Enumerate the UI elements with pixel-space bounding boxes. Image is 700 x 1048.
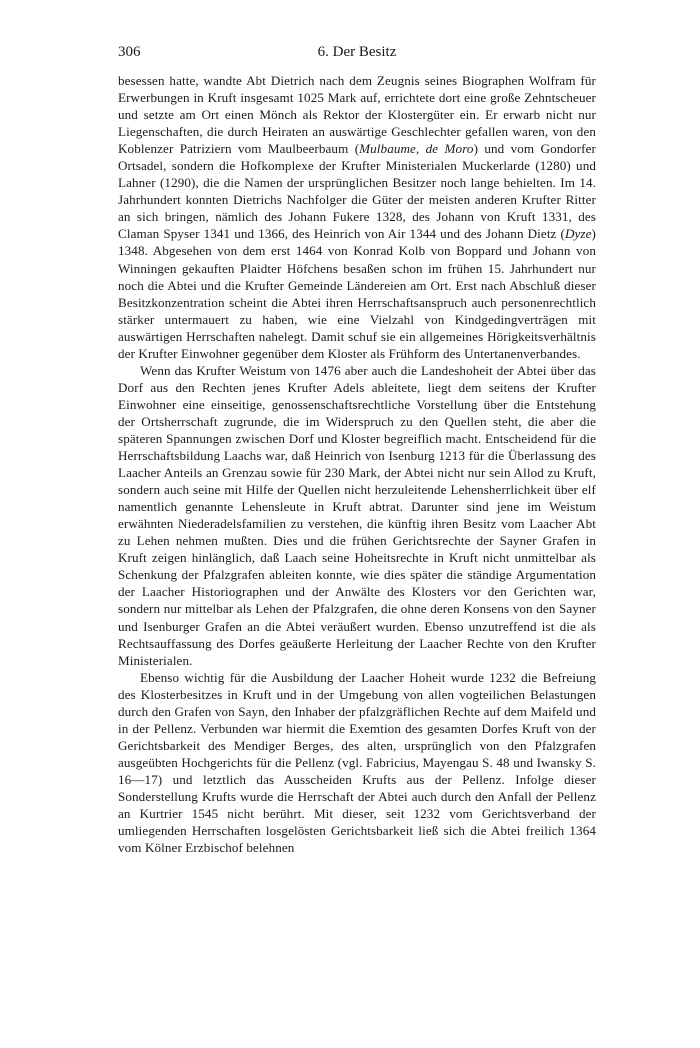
text-segment: besessen hatte, wandte Abt Dietrich nach dem Zeugnis seines Biographen Wolfram für Erwerbungen in Kruft insgesamt 1025 Mark auf, errichtete dort eine große Zehntscheuer und setzte am Ort einen Mönch als Rektor der Klostergüter ein. Er erwarb nicht nur Liegenschaften, die durch Heiraten an auswärtige Geschlechter gefallen waren, von den Koblenzer Patriziern vom Maulbeerbaum ( (118, 73, 596, 157)
text-segment: ) und vom Gondorfer Ortsadel, sondern die Hofkomplexe der Krufter Ministerialen Muckerlarde (1280) und Lahner (1290), die die Namen der ursprünglichen Besitzer noch lange behielten. Im 14. Jahrhundert konnten Dietrichs Nachfolger die Güter der meisten anderen Krufter Ritter an sich bringen, nämlich des Johann Fukere 1328, des Johann von Kruft 1331, des Claman Spyser 1341 und 1366, des Heinrich von Air 1344 und des Johann Dietz ( (118, 141, 596, 242)
text-segment: Ebenso wichtig für die Ausbildung der Laacher Hoheit wurde 1232 die Befreiung des Klosterbesitzes in Kruft und in der Umgebung von allen vogteilichen Belastungen durch den Grafen von Sayn, den Inhaber der pfalzgräflichen Rechte auf dem Maifeld und in der Pellenz. Verbunden war hiermit die Exemtion des gesamten Dorfes Kruft von der Gerichtsbarkeit des Mendiger Berges, des alten, ursprünglich von den Pfalzgrafen ausgeübten Hochgerichts für die Pellenz (vgl. Fabricius, Mayengau S. 48 und Iwansky S. 16—17) und letztlich das Ausscheiden Krufts aus der Pellenz. Infolge dieser Sonderstellung Krufts wurde die Herrschaft der Abtei auch durch den Anfall der Pellenz an Kurtrier 1545 nicht berührt. Mit dieser, seit 1232 vom Gerichtsverband der umliegenden Herrschaften losgelösten Gerichtsbarkeit ließ sich die Abtei freilich 1364 vom Kölner Erzbischof belehnen (118, 669, 596, 856)
body-text (118, 72, 596, 856)
paragraph-3 (118, 669, 596, 857)
italic-segment: Mulbaume, de Moro (359, 141, 474, 157)
text-segment: Wenn das Krufter Weistum von 1476 aber auch die Landeshoheit der Abtei über das Dorf aus den Rechten jenes Krufter Adels ableitete, liegt dem seitens der Krufter Einwohner eine einseitige, genossenschaftsrechtliche Vorstellung über die Entstehung der Ortsherrschaft zugrunde, die im Widerspruch zu den Quellen steht, die aber die späteren Spannungen zwischen Dorf und Kloster begreiflich macht. Entscheidend für die Herrschaftsbildung Laachs war, daß Heinrich von Isenburg 1213 für die Überlassung des Laacher Anteils an Grenzau sowie für 230 Mark, der Abtei nicht nur sein Allod zu Kruft, sondern auch seine mit Hilfe der Quellen nicht herzuleitende Lehensherrlichkeit über elf namentlich genannte Lehensleute in Kruft abtrat. Darunter sind jene im Weistum erwähnten Niederadelsfamilien zu verstehen, die künftig ihren Besitz vom Laacher Abt zu Lehen nehmen mußten. Dies und die frühen Gerichtsrechte der Sayner Grafen in Kruft zeigen hinlänglich, daß Laach seine Hoheitsrechte in Kruft nicht unmittelbar als Schenkung der Pfalzgrafen ableiten konnte, wie dies später die ständige Argumentation der Laacher Historiographen und der Anwälte des Klosters vor den Gerichten war, sondern nur mittelbar als Lehen der Pfalzgrafen, die ohne deren Konsens von den Sayner und Isenburger Grafen an die Abtei veräußert wurden. Ebenso unzutreffend ist die als Rechtsauffassung des Dorfes geäußerte Herleitung der Laacher Rechte von den Krufter Ministerialen. (118, 362, 596, 668)
text-segment: ) 1348. Abgesehen von dem erst 1464 von Konrad Kolb von Boppard und Johann von Winningen gekauften Plaidter Höfchens besaßen schon im frühen 15. Jahrhundert nur noch die Abtei und die Krufter Gemeinde Ländereien am Ort. Erst nach Abschluß dieser Besitzkonzentration scheint die Abtei ihren Herrschaftsanspruch auch personenrechtlich stärker untermauert zu haben, wie eine Vielzahl von Kindgedingverträgen mit auswärtigen Herrschaften nahelegt. Damit schuf sie ein allgemeines Hörigkeitsverhältnis der Krufter Einwohner gegenüber dem Kloster als Frühform des Untertanenverbandes. (118, 226, 596, 361)
chapter-title: 6. Der Besitz (317, 44, 397, 60)
page-number: 306 (118, 44, 141, 60)
italic-segment: Dyze (564, 226, 592, 242)
paragraph-1 (118, 72, 596, 362)
paragraph-2 (118, 362, 596, 669)
running-head (118, 42, 596, 62)
